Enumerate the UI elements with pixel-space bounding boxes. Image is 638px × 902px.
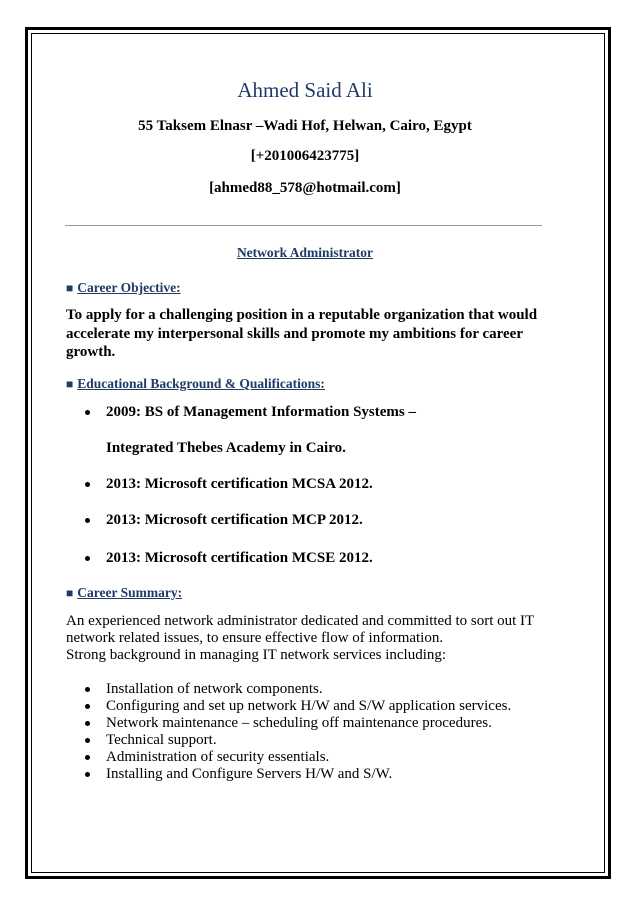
summary-text xyxy=(66,613,556,664)
skill-text: Installing and Configure Servers H/W and S/W. xyxy=(106,766,393,782)
education-heading-text: Educational Background & Qualifications: xyxy=(77,376,325,391)
list-item xyxy=(66,715,566,732)
bullet-dot-icon xyxy=(85,772,90,777)
objective-line: accelerate my interpersonal skills and promote my ambitions for career xyxy=(66,325,524,342)
bullet-dot-icon xyxy=(85,518,90,523)
objective-line: growth. xyxy=(66,344,116,360)
skill-text: Installation of network components. xyxy=(106,681,323,697)
bullet-dot-icon xyxy=(85,755,90,760)
list-item xyxy=(66,698,566,715)
objective-text xyxy=(66,306,556,362)
black-square-icon: ■ xyxy=(66,377,74,391)
objective-heading-text: Career Objective: xyxy=(77,280,181,295)
skill-text: Administration of security essentials. xyxy=(106,749,330,765)
black-square-icon: ■ xyxy=(66,281,74,295)
candidate-phone: [+201006423775] xyxy=(250,148,360,164)
summary-heading-text: Career Summary: xyxy=(77,585,183,600)
objective-line: To apply for a challenging position in a reputable organization that would xyxy=(66,307,538,323)
education-item-text: Integrated Thebes Academy in Cairo. xyxy=(106,440,346,456)
education-item-text: 2013: Microsoft certification MCP 2012. xyxy=(106,512,363,528)
education-item-text: 2009: BS of Management Information Systems – xyxy=(106,404,416,420)
summary-line: network related issues, to ensure effective flow of information. xyxy=(66,630,444,646)
skill-text: Network maintenance – scheduling off maintenance procedures. xyxy=(106,715,492,731)
bullet-dot-icon xyxy=(85,738,90,743)
bullet-dot-icon xyxy=(85,556,90,561)
list-item xyxy=(66,732,566,749)
list-item xyxy=(66,749,566,766)
skills-list xyxy=(66,681,566,783)
education-heading xyxy=(66,375,325,393)
education-item-text: 2013: Microsoft certification MCSA 2012. xyxy=(106,476,373,492)
summary-line: Strong background in managing IT network services including: xyxy=(66,647,447,663)
list-item xyxy=(66,766,566,783)
candidate-name: Ahmed Said Ali xyxy=(237,78,373,102)
objective-heading xyxy=(66,279,181,297)
bullet-dot-icon xyxy=(85,721,90,726)
black-square-icon: ■ xyxy=(66,586,74,600)
skill-text: Configuring and set up network H/W and S/W application services. xyxy=(106,698,512,714)
bullet-dot-icon xyxy=(85,687,90,692)
skill-text: Technical support. xyxy=(106,732,217,748)
summary-heading xyxy=(66,584,182,602)
position-title: Network Administrator xyxy=(236,245,374,260)
bullet-dot-icon xyxy=(85,704,90,709)
bullet-dot-icon xyxy=(85,410,90,415)
summary-line: An experienced network administrator dedicated and committed to sort out IT xyxy=(66,613,535,629)
header-divider xyxy=(65,225,542,226)
list-item xyxy=(66,681,566,698)
candidate-address: 55 Taksem Elnasr –Wadi Hof, Helwan, Cairo, Egypt xyxy=(138,118,472,134)
education-item-text: 2013: Microsoft certification MCSE 2012. xyxy=(106,550,373,566)
candidate-email: [ahmed88_578@hotmail.com] xyxy=(209,180,401,196)
bullet-dot-icon xyxy=(85,482,90,487)
